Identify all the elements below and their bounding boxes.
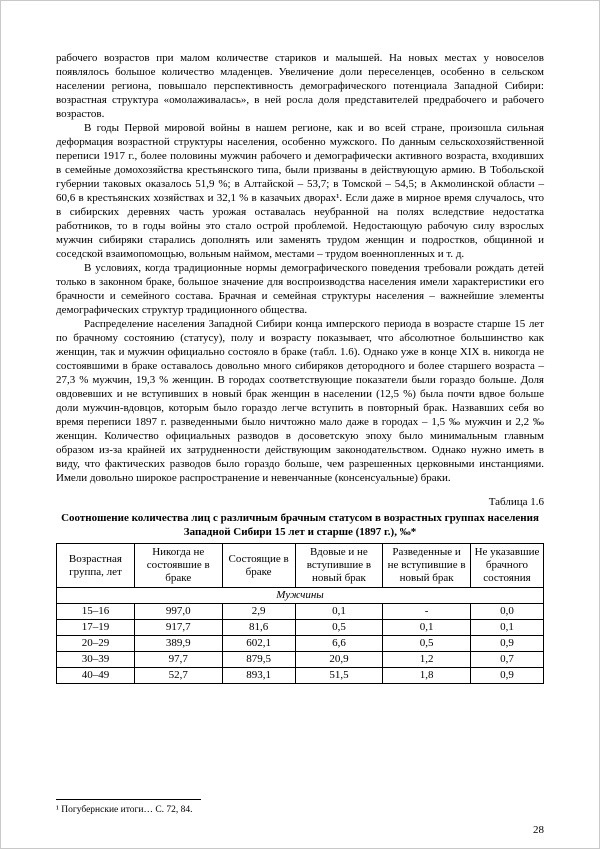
- paragraph: В условиях, когда традиционные нормы демографического поведения требовали рождать детей только в законном браке, большое значение для воспроизводства населения имели характеристики его брачности и семейного состава. Брачная и семейная структуры населения – важнейшие элементы демографических структур традиционного общества.: [56, 262, 544, 316]
- table-cell: 51,5: [295, 668, 383, 684]
- table-cell: 30–39: [57, 652, 135, 668]
- table-cell: 0,1: [470, 620, 543, 636]
- table-cell: 97,7: [134, 652, 222, 668]
- table-section-row: [57, 588, 544, 604]
- column-header: Вдовые и не вступившие в новый брак: [295, 544, 383, 588]
- column-header: Никогда не состоявшие в браке: [134, 544, 222, 588]
- table-row: [57, 620, 544, 636]
- marital-status-table: [56, 543, 544, 684]
- paragraph: Распределение населения Западной Сибири конца имперского периода в возрасте старше 15 лет по брачному состоянию (статусу), полу и возрасту показывает, что абсолютное большинство как женщин, так и мужчин официально состояло в браке (табл. 1.6). Однако уже в конце XIX в. никогда не состоявшими в браке оставалось довольно много сибиряков детородного и более старшего возраста – 27,3 % мужчин, 19,3 % женщин. В городах соответствующие показатели были гораздо больше. Доля овдовевших и не вступивших в новый брак женщин в населении (12,5 %) была почти вдвое больше доли мужчин-вдовцов, которым было гораздо легче вступить в повторный брак. Назвавших себя во время переписи 1897 г. разведенными было ничтожно мало даже в городах – 1,5 ‰ мужчин и 2,2 ‰ женщин. Количество официальных разводов в досоветскую эпоху было минимальным главным образом из-за крайней их затрудненности действующим законодательством. Однако нужно иметь в виду, что фактических разводов было гораздо больше, чем разрешенных церковными инстанциями. Имели довольно широкое распространение и невенчанные (консенсуальные) браки.: [56, 318, 544, 484]
- table-label: Таблица 1.6: [488, 496, 544, 508]
- table-cell: 0,9: [470, 668, 543, 684]
- table-cell: 0,1: [295, 604, 383, 620]
- table-cell: 2,9: [222, 604, 295, 620]
- column-header: Не указавшие брачного состояния: [470, 544, 543, 588]
- page-content: [56, 51, 544, 684]
- table-cell: 893,1: [222, 668, 295, 684]
- table-cell: 0,1: [383, 620, 471, 636]
- footnote-text: ¹ Погубернские итоги… С. 72, 84.: [56, 805, 193, 815]
- table-row: [57, 636, 544, 652]
- table-cell: 1,8: [383, 668, 471, 684]
- table-cell: 0,0: [470, 604, 543, 620]
- table-row: [57, 652, 544, 668]
- table-cell: 81,6: [222, 620, 295, 636]
- table-cell: 15–16: [57, 604, 135, 620]
- table-cell: 0,5: [295, 620, 383, 636]
- column-header: Разведенные и не вступившие в новый брак: [383, 544, 471, 588]
- table-cell: 20,9: [295, 652, 383, 668]
- table-cell: 602,1: [222, 636, 295, 652]
- table-cell: 17–19: [57, 620, 135, 636]
- table-title: Соотношение количества лиц с различным брачным статусом в возрастных группах населения Западной Сибири 15 лет и старше (1897 г.), ‰*: [61, 512, 539, 538]
- column-header: Возрастная группа, лет: [57, 544, 135, 588]
- page-number: 28: [533, 824, 544, 836]
- paragraph: рабочего возрастов при малом количестве стариков и малышей. На новых местах у новоселов появлялось большое количество младенцев. Увеличение доли переселенцев, особенно в сельском населении региона, повышало перспективность демографического потенциала Западной Сибири: возрастная структура «омолаживалась», в ней росла доля представителей предрабочего и рабочего возрастов.: [56, 52, 544, 120]
- table-cell: 0,9: [470, 636, 543, 652]
- section-label: Мужчины: [57, 588, 544, 604]
- table-cell: 997,0: [134, 604, 222, 620]
- table-header-row: [57, 544, 544, 588]
- table-cell: 0,7: [470, 652, 543, 668]
- table-cell: 1,2: [383, 652, 471, 668]
- table-cell: 917,7: [134, 620, 222, 636]
- table-row: [57, 604, 544, 620]
- column-header: Состоящие в браке: [222, 544, 295, 588]
- footnote-separator: [56, 799, 201, 800]
- table-cell: 52,7: [134, 668, 222, 684]
- table-cell: 6,6: [295, 636, 383, 652]
- table-cell: -: [383, 604, 471, 620]
- table-row: [57, 668, 544, 684]
- table-cell: 879,5: [222, 652, 295, 668]
- table-cell: 389,9: [134, 636, 222, 652]
- footnote-block: [56, 799, 544, 816]
- paragraph: В годы Первой мировой войны в нашем регионе, как и во всей стране, произошла сильная деформация возрастной структуры населения, особенно мужского. По данным сельскохозяйственной переписи 1917 г., более половины мужчин рабочего и демографически активного возраста, входивших в семейные домохозяйства крестьянского типа, были призваны в действующую армию. В Тобольской губернии таковых оказалось 51,9 %; в Алтайской – 53,7; в Томской – 54,5; в Акмолинской области – 60,6 в крестьянских хозяйствах и 32,1 % в казачьих дворах¹. Если даже в мирное время случалось, что в сибирских деревнях часть урожая оставалась неубранной на полях вследствие недостатка работников, то в годы войны это стало острой проблемой. Недостающую рабочую силу взрослых мужчин сибиряки старались дополнять или заменять трудом женщин и подростков, общинной и соседской взаимопомощью, вольным наймом, местами – трудом военнопленных и т. д.: [56, 122, 544, 260]
- table-cell: 40–49: [57, 668, 135, 684]
- table-cell: 0,5: [383, 636, 471, 652]
- table-cell: 20–29: [57, 636, 135, 652]
